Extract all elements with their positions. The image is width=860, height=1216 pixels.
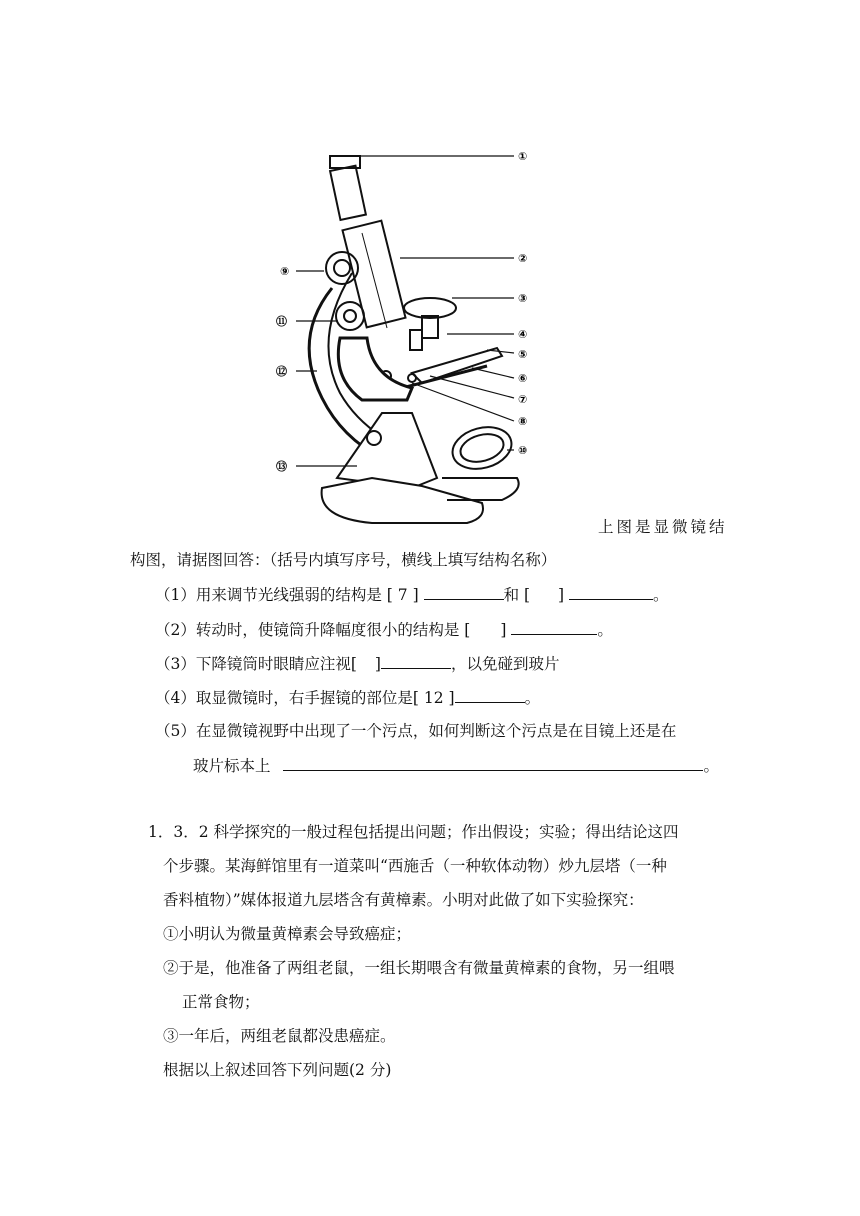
q2-blank[interactable] xyxy=(511,619,597,635)
q4-blank[interactable] xyxy=(455,687,525,703)
section2-tail: 根据以上叙述回答下列问题(2 分) xyxy=(163,1061,392,1079)
marker-13: ⑬ xyxy=(276,460,287,473)
q1-prefix: （1）用来调节光线强弱的结构是 [ xyxy=(155,586,398,604)
q1-mid: 和 [ xyxy=(503,586,531,604)
question-3 xyxy=(155,653,560,674)
q1-number: 7 xyxy=(397,586,408,604)
q4-prefix: （4）取显微镜时，右手握镜的部位是[ xyxy=(155,689,424,707)
section2-item-3: ③一年后，两组老鼠都没患癌症。 xyxy=(163,1027,396,1045)
marker-2: ② xyxy=(518,252,528,265)
marker-10: ⑩ xyxy=(518,444,528,457)
section2-line-1: 1．3．2 科学探究的一般过程包括提出问题；作出假设；实验；得出结论这四 xyxy=(148,823,679,841)
q4-end: 。 xyxy=(524,689,541,707)
q5-blank[interactable] xyxy=(283,755,703,771)
intro-line-1: 上图是显微镜结 xyxy=(598,518,728,536)
section2-item-2b: 正常食物； xyxy=(182,993,260,1011)
question-2 xyxy=(155,619,613,640)
question-5-line-2 xyxy=(193,755,719,776)
marker-12: ⑫ xyxy=(276,365,287,378)
q2-bracket-close: ] xyxy=(500,621,507,639)
marker-8: ⑧ xyxy=(518,415,528,428)
q1-bracket-close-2: ] xyxy=(558,586,565,604)
microscope-illustration xyxy=(262,138,552,538)
marker-6: ⑥ xyxy=(518,372,528,385)
q1-bracket-close: ] xyxy=(407,586,419,604)
intro-line-2: 构图，请据图回答：（括号内填写序号，横线上填写结构名称） xyxy=(130,551,557,569)
marker-4: ④ xyxy=(518,328,528,341)
q3-blank[interactable] xyxy=(381,653,451,669)
section2-line-2: 个步骤。某海鲜馆里有一道菜叫“西施舌（一种软体动物）炒九层塔（一种 xyxy=(163,857,667,875)
marker-7: ⑦ xyxy=(518,393,528,406)
marker-1: ① xyxy=(518,150,528,163)
marker-3: ③ xyxy=(518,292,528,305)
marker-11: ⑪ xyxy=(276,315,287,328)
q3-bracket-close: ] xyxy=(374,655,381,673)
marker-5: ⑤ xyxy=(518,348,528,361)
q1-end: 。 xyxy=(653,586,669,604)
q2-end: 。 xyxy=(597,621,613,639)
section2-line-3: 香料植物）”媒体报道九层塔含有黄樟素。小明对此做了如下实验探究： xyxy=(163,891,644,909)
question-4 xyxy=(155,687,540,708)
q5-prefix: 玻片标本上 xyxy=(193,757,271,775)
q1-blank-2[interactable] xyxy=(569,584,653,600)
q3-end: ，以免碰到玻片 xyxy=(450,655,560,673)
section2-item-1: ①小明认为微量黄樟素会导致癌症； xyxy=(163,925,412,943)
marker-9: ⑨ xyxy=(280,265,290,278)
microscope-diagram xyxy=(262,138,552,538)
q1-blank-1[interactable] xyxy=(424,584,504,600)
q4-number: 12 xyxy=(423,689,444,707)
section2-item-2a: ②于是，他准备了两组老鼠，一组长期喂含有微量黄樟素的食物，另一组喂 xyxy=(163,959,675,977)
q5-end: 。 xyxy=(703,757,719,775)
q2-prefix: （2）转动时，使镜筒升降幅度很小的结构是 [ xyxy=(155,621,471,639)
question-5-line-1: （5）在显微镜视野中出现了一个污点，如何判断这个污点是在目镜上还是在 xyxy=(155,722,677,740)
q3-prefix: （3）下降镜筒时眼睛应注视[ xyxy=(155,655,357,673)
question-1 xyxy=(155,584,669,605)
q4-bracket-close: ] xyxy=(443,689,455,707)
